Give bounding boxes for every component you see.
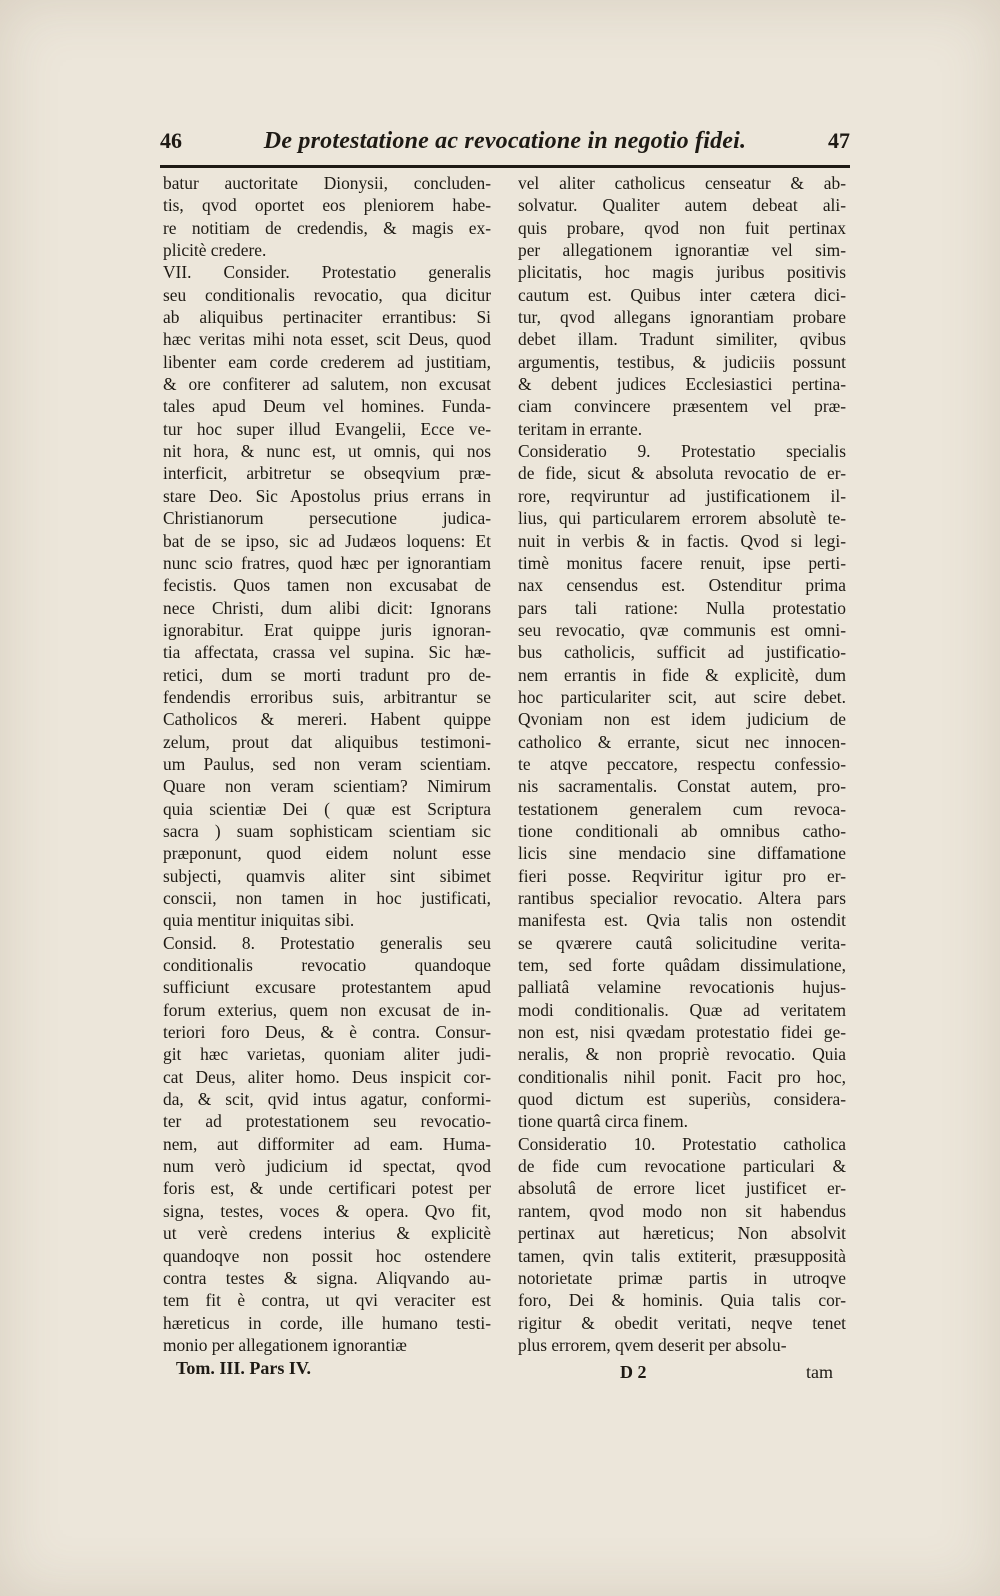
text-line: um Paulus, sed non veram scientiam.: [163, 753, 491, 774]
volume-signature: Tom. III. Pars IV.: [176, 1358, 312, 1378]
text-line: argumentis, testibus, & judiciis possunt: [518, 351, 846, 372]
text-line: notorietate primæ partis in utroqve: [518, 1267, 846, 1288]
text-line: foris est, & unde certificari potest per: [163, 1178, 491, 1199]
text-line: rore, reqviruntur ad justificationem il-: [518, 485, 846, 506]
text-line: timè monitus facere renuit, ipse perti-: [518, 552, 846, 573]
text-line: pertinax aut hæreticus; Non absolvit: [518, 1223, 846, 1244]
text-line: git hæc varietas, quoniam aliter judi-: [163, 1044, 491, 1065]
text-line: ut verè credens interius & explicitè: [163, 1223, 491, 1244]
text-line: & ore confiterer ad salutem, non excusat: [163, 374, 491, 395]
text-line: forum exterius, quem non excusat de in-: [163, 999, 491, 1020]
text-line: palliatâ velamine revocationis hujus-: [518, 977, 846, 998]
text-line: zelum, prout dat aliquibus testimoni-: [163, 731, 491, 752]
text-line: nem, aut difformiter ad eam. Huma-: [163, 1133, 491, 1154]
text-line: manifesta est. Qvia talis non ostendit: [518, 910, 846, 931]
text-line: tia affectata, crassa vel supina. Sic hæ-: [163, 642, 491, 663]
text-line: Consideratio 9. Protestatio specialis: [518, 441, 846, 462]
text-line: de fide cum revocatione particulari &: [518, 1156, 846, 1177]
text-line: re notitiam de credendis, & magis ex-: [163, 217, 491, 238]
text-line: batur auctoritate Dionysii, concluden-: [163, 173, 491, 193]
text-line: bat de se ipso, sic ad Judæos loquens: Et: [163, 530, 491, 551]
text-line: neralis, & non propriè revocatio. Quia: [518, 1044, 846, 1065]
text-line: tione conditionali ab omnibus catho-: [518, 820, 846, 841]
text-line: solvatur. Qualiter autem debeat ali-: [518, 195, 846, 216]
text-line: cautum est. Quibus inter cætera dici-: [518, 284, 846, 305]
text-line: ter ad protestationem seu revocatio-: [163, 1111, 491, 1132]
text-line: quandoqve non possit hoc ostendere: [163, 1245, 491, 1266]
text-line: nece Christi, dum alibi dicit: Ignorans: [163, 597, 491, 618]
text-line: conditionalis revocatio quandoque: [163, 955, 491, 976]
text-line: Consideratio 10. Protestatio catholica: [518, 1133, 846, 1154]
text-line: subjecti, quamvis aliter sint sibimet: [163, 865, 491, 886]
text-line: plicitatis, hoc magis juribus positivis: [518, 262, 846, 283]
text-line: fendendis erroribus suis, arbitrantur se: [163, 686, 491, 707]
text-line: tur hoc super illud Evangelii, Ecce ve-: [163, 418, 491, 439]
left-text-column: [163, 172, 491, 1356]
text-line: ignorabitur. Erat quippe juris ignoran-: [163, 619, 491, 640]
text-line: nem errantis in fide & explicitè, dum: [518, 664, 846, 685]
text-line: Consid. 8. Protestatio generalis seu: [163, 932, 491, 953]
text-line: seu revocatio, qvæ communis est omni-: [518, 619, 846, 640]
text-line: da, & scit, qvid intus agatur, conformi-: [163, 1089, 491, 1110]
catchword: tam: [806, 1362, 833, 1382]
text-line: quia mentitur iniquitas sibi.: [163, 910, 355, 931]
text-line: lius, qui particularem errorem absolutè te-: [518, 508, 846, 529]
text-line: plicitè credere.: [163, 240, 267, 261]
text-line: tione quartâ circa finem.: [518, 1111, 688, 1132]
text-line: bus catholicis, sufficit ad justificatio-: [518, 642, 846, 663]
text-line: conscii, non tamen in hoc justificati,: [163, 888, 491, 908]
text-line: per allegationem ignorantiæ vel sim-: [518, 240, 846, 261]
text-line: seu conditionalis revocatio, qua dicitur: [163, 284, 491, 305]
running-header: [160, 128, 850, 162]
text-line: quia scientiæ Dei ( quæ est Scriptura: [163, 798, 491, 819]
text-line: Catholicos & mereri. Habent quippe: [163, 709, 491, 730]
text-line: libenter eam corde crederem ad justitiam,: [163, 351, 491, 372]
text-line: nax censendus est. Ostenditur prima: [518, 575, 846, 596]
text-line: licis sine mendacio sine diffamatione: [518, 843, 846, 864]
text-line: num verò judicium id spectat, qvod: [163, 1156, 491, 1177]
text-line: & debent judices Ecclesiastici pertina-: [518, 374, 846, 395]
gathering-signature: D 2: [620, 1362, 647, 1382]
text-line: rantibus specialior revocatio. Altera pars: [518, 888, 846, 908]
text-line: præponunt, quod eidem nolunt esse: [163, 843, 491, 864]
text-line: modi conditionalis. Quæ ad veritatem: [518, 999, 846, 1020]
text-line: rantem, qvod modo non sit habendus: [518, 1200, 846, 1221]
text-line: sacra ) suam sophisticam scientiam sic: [163, 820, 491, 841]
text-line: Quare non veram scientiam? Nimirum: [163, 776, 491, 797]
text-line: conditionalis nihil ponit. Facit pro hoc,: [518, 1066, 846, 1087]
text-line: rigitur & obedit veritati, neqve tenet: [518, 1312, 846, 1333]
text-line: plus errorem, qvem deserit per absolu-: [518, 1334, 787, 1355]
text-line: hæreticus in corde, ille humano testi-: [163, 1312, 491, 1333]
text-line: sufficiunt excusare protestantem apud: [163, 977, 491, 998]
text-line: testationem generalem cum revoca-: [518, 798, 846, 819]
text-line: tamen, qvin talis extiterit, præsupposità: [518, 1245, 846, 1266]
text-line: Qvoniam non est idem judicium de: [518, 709, 846, 730]
left-page-number: 46: [160, 128, 182, 153]
text-line: ciam convincere præsentem vel præ-: [518, 396, 846, 417]
text-line: nunc scio fratres, quod hæc per ignorantiam: [163, 552, 491, 573]
text-line: hoc particulariter scit, aut scire debet.: [518, 686, 846, 707]
right-text-column: [518, 172, 846, 1356]
text-line: tales apud Deum vel homines. Funda-: [163, 396, 491, 417]
text-line: cat Deus, aliter homo. Deus inspicit cor-: [163, 1066, 491, 1087]
text-line: VII. Consider. Protestatio generalis: [163, 262, 491, 283]
text-line: contra testes & signa. Aliqvando au-: [163, 1267, 491, 1288]
text-line: fieri posse. Reqviritur igitur pro er-: [518, 865, 846, 886]
text-line: quod dictum est superiùs, considera-: [518, 1089, 846, 1110]
text-line: catholico & errante, sicut nec innocen-: [518, 731, 846, 752]
text-line: quis probare, qvod non fuit pertinax: [518, 217, 846, 238]
text-line: de fide, sicut & absoluta revocatio de er-: [518, 463, 846, 484]
text-line: tis, qvod oportet eos pleniorem habe-: [163, 195, 491, 216]
text-line: te atqve peccatore, respectu confessio-: [518, 753, 846, 774]
text-line: stare Deo. Sic Apostolus prius errans in: [163, 485, 491, 506]
text-line: teritam in errante.: [518, 418, 643, 439]
text-line: fecistis. Quos tamen non excusabat de: [163, 575, 491, 596]
text-line: absolutâ de errore licet justificet er-: [518, 1178, 846, 1199]
text-line: foro, Dei & hominis. Quia talis cor-: [518, 1290, 846, 1311]
text-line: vel aliter catholicus censeatur & ab-: [518, 173, 846, 193]
text-line: retici, dum se morti tradunt pro de-: [163, 664, 491, 685]
text-line: hæc veritas mihi nota esset, scit Deus, quod: [163, 329, 491, 350]
header-rule: [160, 165, 850, 168]
text-line: non est, nisi qvædam protestatio fidei ge-: [518, 1022, 846, 1043]
text-line: se qværere cautâ solicitudine verita-: [518, 932, 846, 953]
text-line: signa, testes, voces & opera. Qvo fit,: [163, 1200, 491, 1221]
text-line: interficit, arbitretur se obseqvium præ-: [163, 463, 491, 484]
text-line: teriori foro Deus, & è contra. Consur-: [163, 1022, 491, 1043]
text-line: Christianorum persecutione judica-: [163, 508, 491, 529]
right-page-number: 47: [828, 128, 850, 153]
text-line: nuit in verbis & in factis. Qvod si legi-: [518, 530, 846, 551]
text-line: ab aliquibus pertinaciter errantibus: Si: [163, 307, 491, 328]
text-line: nis sacramentalis. Constat autem, pro-: [518, 776, 846, 797]
text-line: tem, sed forte quâdam dissimulatione,: [518, 955, 846, 976]
text-line: debet illam. Tradunt similiter, qvibus: [518, 329, 846, 350]
text-line: tem fit è contra, ut qvi veraciter est: [163, 1290, 491, 1311]
text-line: nit hora, & nunc est, ut omnis, qui nos: [163, 441, 491, 462]
text-line: pars tali ratione: Nulla protestatio: [518, 597, 846, 618]
text-line: tur, qvod allegans ignorantiam probare: [518, 307, 846, 328]
running-title: De protestatione ac revocatione in negotio fidei.: [263, 128, 747, 154]
text-line: monio per allegationem ignorantiæ: [163, 1334, 407, 1355]
